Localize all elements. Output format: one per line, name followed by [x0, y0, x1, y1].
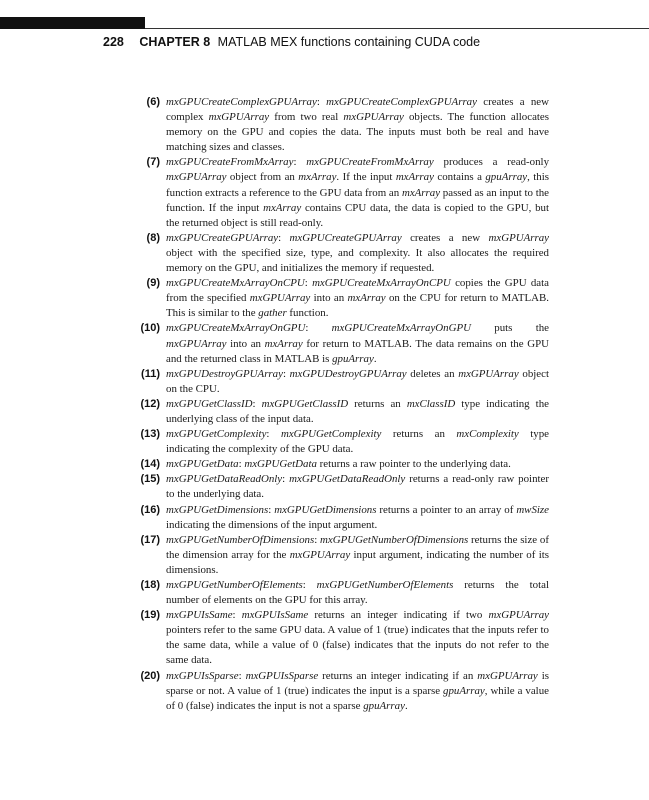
- list-item-text: [166, 472, 549, 502]
- list-item: [140, 427, 549, 457]
- function-name: mxGPUCreateComplexGPUArray: [166, 96, 317, 108]
- text-run: type indicating the complexity of the GPU data.: [166, 428, 549, 456]
- list-item-number: (10): [140, 322, 160, 335]
- function-name: mxArray: [395, 171, 434, 184]
- list-item: [140, 669, 549, 714]
- function-name: mxGPUArray: [343, 111, 404, 124]
- page-number: 228: [103, 35, 124, 49]
- function-name: gpuArray: [443, 684, 485, 697]
- text-run: .: [373, 352, 377, 365]
- function-name: mxGPUCreateComplexGPUArray: [326, 96, 477, 108]
- function-name: mxArray: [263, 201, 302, 214]
- function-name: gpuArray: [332, 352, 374, 365]
- list-item: [140, 533, 549, 578]
- text-run: :: [252, 397, 262, 410]
- text-run: , this function extracts a reference to the GPU data from an: [166, 171, 550, 199]
- function-name: mxGPUGetDimensions: [166, 503, 269, 516]
- text-run: objects. The function allocates memory on the GPU and copies the data. The inputs must both be real and have matching sizes and classes.: [166, 111, 549, 154]
- list-item-number: (15): [140, 473, 160, 486]
- function-name: mxGPUGetComplexity: [280, 428, 382, 441]
- text-run: . If the input: [336, 171, 396, 184]
- function-name: mxArray: [347, 292, 386, 305]
- list-item: [140, 397, 549, 427]
- function-name: mxGPUIsSparse: [245, 669, 319, 682]
- function-name: mxGPUCreateFromMxArray: [166, 156, 294, 169]
- text-run: :: [316, 96, 327, 108]
- text-run: returns the total number of elements on the GPU for this array.: [166, 579, 549, 607]
- text-run: type indicating the underlying class of the input data.: [166, 397, 549, 425]
- function-name: mxGPUGetClassID: [261, 397, 349, 410]
- list-item-number: (6): [146, 96, 160, 108]
- function-name: mxGPUArray: [289, 548, 351, 561]
- list-item-number: (13): [140, 428, 160, 441]
- function-name: mxGPUGetDataReadOnly: [166, 473, 283, 486]
- text-run: :: [282, 473, 290, 486]
- text-run: on the CPU for return to MATLAB. This is similar to the: [166, 292, 549, 320]
- list-item: [146, 231, 549, 276]
- text-run: , while a value of 0 (false) indicates the input is not a sparse: [166, 684, 549, 712]
- function-name: mxGPUArray: [488, 231, 549, 244]
- text-run: returns the size of the dimension array for the: [166, 533, 549, 561]
- list-item-number: (16): [140, 503, 160, 516]
- function-name: mxGPUGetNumberOfElements: [166, 579, 303, 591]
- function-name: mxGPUGetComplexity: [166, 428, 267, 441]
- text-run: into an: [310, 292, 348, 305]
- list-item-number: (9): [146, 277, 160, 290]
- list-item-text: [166, 503, 549, 533]
- function-name: gather: [258, 307, 287, 320]
- function-name: mxArray: [298, 171, 337, 184]
- text-run: returns an: [381, 428, 457, 441]
- function-name: mxArray: [401, 186, 441, 199]
- list-item-number: (8): [146, 231, 160, 244]
- list-item-text: [166, 231, 549, 276]
- text-run: returns an: [348, 397, 407, 410]
- list-item-text: [166, 155, 549, 230]
- list-item-number: (14): [140, 458, 160, 471]
- text-run: :: [238, 458, 245, 471]
- function-name: mxGPUGetNumberOfDimensions: [166, 533, 315, 546]
- function-name: mxGPUDestroyGPUArray: [289, 367, 407, 380]
- list-item-text: [166, 578, 549, 608]
- function-name: mxArray: [264, 337, 303, 350]
- list-item: [146, 276, 550, 321]
- function-name: mxGPUCreateMxArrayOnGPU: [166, 322, 306, 335]
- function-name: mxGPUCreateFromMxArray: [306, 156, 434, 169]
- list-item-number: (20): [140, 669, 160, 682]
- text-run: pointers refer to the same GPU data. A value of 1 (true) indicates that the inputs refer to the same data, while a value of 0 (false) indicates that the inputs do not refer to the same data.: [166, 624, 549, 667]
- text-run: object from an: [226, 171, 299, 184]
- text-run: :: [266, 428, 281, 441]
- text-run: passed as an input to the function. If the input: [166, 186, 549, 214]
- function-name: mxGPUGetDataReadOnly: [289, 473, 406, 486]
- text-run: :: [268, 503, 275, 516]
- text-run: function.: [286, 307, 329, 320]
- text-run: object with the specified size, type, and complexity. It also allocates the required memory on the GPU, and initializes the memory if requested.: [166, 246, 549, 275]
- list-item-text: [166, 367, 549, 397]
- function-list: [140, 95, 550, 714]
- list-item-number: (19): [140, 609, 160, 622]
- function-name: gpuArray: [485, 171, 528, 184]
- function-name: mxGPUIsSparse: [166, 669, 239, 682]
- function-name: mxGPUCreateGPUArray: [166, 231, 279, 244]
- text-run: :: [304, 277, 313, 290]
- list-item-text: [166, 457, 549, 472]
- list-item-text: [166, 321, 549, 366]
- text-run: into an: [226, 337, 265, 350]
- text-run: returns a raw pointer to the underlying data.: [316, 458, 511, 471]
- text-run: :: [282, 367, 290, 380]
- function-name: mxGPUGetNumberOfDimensions: [320, 533, 469, 546]
- text-run: contains CPU data, the data is copied to the GPU, but the returned object is still read-only.: [166, 201, 549, 229]
- text-run: :: [305, 322, 332, 335]
- function-name: mxGPUArray: [477, 669, 538, 682]
- text-run: :: [293, 156, 307, 169]
- function-name: mxGPUArray: [249, 292, 311, 305]
- list-item-text: [166, 608, 549, 668]
- text-run: :: [238, 669, 246, 682]
- function-name: mxComplexity: [456, 428, 519, 441]
- text-run: produces a read-only: [433, 156, 550, 169]
- function-name: mxGPUCreateMxArrayOnCPU: [166, 277, 305, 290]
- list-item: [146, 155, 550, 230]
- text-run: copies the GPU data from the specified: [166, 277, 550, 305]
- text-run: indicating the dimensions of the input argument.: [166, 518, 378, 531]
- function-name: mxGPUArray: [166, 337, 227, 350]
- text-run: :: [314, 533, 321, 546]
- function-name: mxGPUGetData: [166, 458, 239, 471]
- list-item: [140, 578, 549, 608]
- text-run: returns a pointer to an array of: [376, 503, 517, 516]
- list-item: [140, 321, 549, 366]
- function-name: mxGPUGetData: [244, 458, 317, 471]
- text-run: is sparse or not. A value of 1 (true) indicates the input is a sparse: [166, 669, 549, 697]
- list-item-text: [166, 669, 549, 714]
- list-item-text: [166, 95, 549, 155]
- text-run: from two real: [269, 111, 344, 124]
- list-item-number: (12): [140, 397, 160, 410]
- chapter-title: MATLAB MEX functions containing CUDA code: [217, 35, 481, 49]
- list-item-text: [166, 533, 549, 578]
- list-item-text: [166, 427, 549, 457]
- list-item-text: [166, 397, 549, 427]
- function-name: mwSize: [516, 503, 549, 516]
- function-name: mxGPUArray: [208, 111, 270, 124]
- function-name: mxGPUCreateMxArrayOnCPU: [312, 277, 451, 290]
- text-run: :: [232, 609, 242, 622]
- function-name: mxGPUArray: [488, 609, 550, 622]
- list-item-number: (7): [146, 156, 160, 169]
- function-name: gpuArray: [363, 699, 405, 712]
- function-name: mxGPUGetDimensions: [274, 503, 377, 516]
- running-head: [103, 35, 480, 49]
- text-run: puts the: [470, 322, 549, 335]
- list-item-number: (18): [140, 579, 160, 591]
- list-item: [141, 367, 549, 397]
- function-name: mxGPUDestroyGPUArray: [166, 367, 283, 380]
- list-item: [140, 608, 550, 668]
- text-run: returns an integer indicating if two: [308, 609, 489, 622]
- text-run: for return to MATLAB. The data remains on the GPU and the returned class in MATLAB is: [166, 337, 549, 365]
- function-name: mxGPUArray: [166, 171, 227, 184]
- text-run: creates a new complex: [166, 96, 550, 124]
- function-name: mxGPUIsSame: [241, 609, 309, 622]
- list-item-number: (11): [141, 367, 160, 380]
- list-item: [140, 457, 549, 472]
- list-item: [146, 95, 550, 155]
- text-run: returns an integer indicating if an: [318, 669, 478, 682]
- list-item: [140, 503, 549, 533]
- text-run: returns a read-only raw pointer to the underlying data.: [166, 473, 550, 501]
- function-name: mxGPUCreateMxArrayOnGPU: [331, 322, 471, 335]
- list-item-text: [166, 276, 549, 321]
- function-name: mxGPUCreateGPUArray: [289, 231, 402, 244]
- header-black-bar: [0, 17, 145, 29]
- text-run: deletes an: [406, 367, 459, 380]
- function-name: mxClassID: [406, 397, 456, 410]
- chapter-label: CHAPTER 8: [139, 35, 211, 49]
- function-name: mxGPUIsSame: [166, 609, 233, 622]
- text-run: object on the CPU.: [166, 367, 549, 395]
- function-name: mxGPUArray: [458, 367, 519, 380]
- function-name: mxGPUGetNumberOfElements: [316, 579, 454, 591]
- list-item-number: (17): [140, 533, 160, 546]
- function-name: mxGPUGetClassID: [166, 397, 253, 410]
- text-run: input argument, indicating the number of its dimensions.: [166, 548, 549, 576]
- text-run: contains a: [433, 171, 486, 184]
- text-run: .: [404, 699, 408, 712]
- header-rule: [145, 28, 649, 29]
- text-run: :: [302, 579, 317, 591]
- text-run: creates a new: [401, 231, 489, 244]
- list-item: [140, 472, 550, 502]
- text-run: :: [278, 231, 290, 244]
